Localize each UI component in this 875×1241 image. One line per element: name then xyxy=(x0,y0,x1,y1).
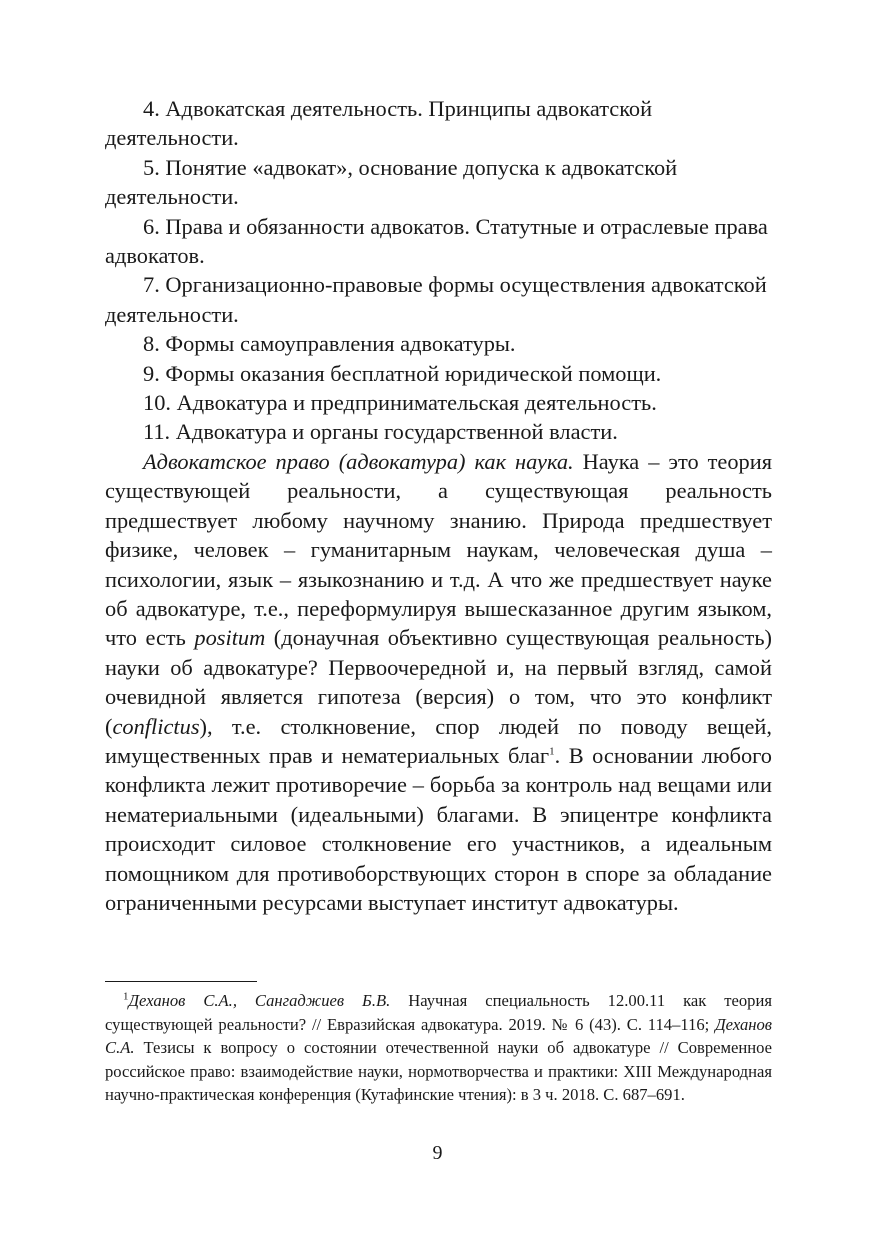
list-item-11: 11. Адвокатура и органы государственной власти. xyxy=(143,419,618,445)
paragraph-text-2: (донаучная объективно существующая реальность) науки об адвокатуре? Первоочередной и, на первый взгляд, самой очевидной является гипотеза (версия) о том, что это конфликт ( xyxy=(105,625,772,739)
footnote-reference[interactable]: 1 xyxy=(549,745,555,758)
footnote-text-1: Научная специальность 12.00.11 как теория существующей реальности? // Евразийская адвокатура. 2019. № 6 (43). С. 114–116; xyxy=(105,991,772,1034)
list-item-7: 7. Организационно-правовые формы осуществления адвокатской деятельности. xyxy=(105,272,767,327)
term-conflictus: conflictus xyxy=(112,713,200,739)
footnote-text-2: Тезисы к вопросу о состоянии отечественной науки об адвокатуре // Современное российское право: взаимодействие науки, нормотворчества и практики: XIII Международная научно-практическая конференция (Кутафинские чтения): в 3 ч. 2018. С. 687–691. xyxy=(105,1038,772,1104)
footnote-text xyxy=(105,989,772,1107)
list-item-4: 4. Адвокатская деятельность. Принципы адвокатской деятельности. xyxy=(105,96,653,151)
footnote-divider xyxy=(105,981,257,982)
list-item-8: 8. Формы самоуправления адвокатуры. xyxy=(143,331,516,357)
term-positum: positum xyxy=(194,625,266,651)
section-paragraph xyxy=(105,447,772,918)
main-text xyxy=(105,94,772,917)
footnote xyxy=(105,989,772,1107)
footnote-marker: 1 xyxy=(123,990,129,1003)
page-number: 9 xyxy=(432,1142,443,1164)
list-item-10: 10. Адвокатура и предпринимательская деятельность. xyxy=(143,390,657,416)
paragraph-text-1: Наука – это теория существующей реальности, а существующая реальность предшествует любому научному знанию. Природа предшествует физике, человек – гуманитарным наукам, человеческая душа – психологии, язык – языкознанию и т.д. А что же предшествует науке об адвокатуре, т.е., переформулируя вышесказанное другим языком, что есть xyxy=(105,448,772,651)
list-item-5: 5. Понятие «адвокат», основание допуска к адвокатской деятельности. xyxy=(105,154,678,210)
list-item-9: 9. Формы оказания бесплатной юридической помощи. xyxy=(143,360,662,386)
paragraph-text-4: . В основании любого конфликта лежит противоречие – борьба за контроль над вещами или нематериальными (идеальными) благами. В эпицентре конфликта происходит силовое столкновение его участников, а идеальным помощником для противоборствующих сторон в споре за обладание ограниченными ресурсами выступает институт адвокатуры. xyxy=(105,742,772,915)
footnote-author-1: Деханов С.А., Сангаджиев Б.В. xyxy=(128,991,391,1010)
section-heading: Адвокатское право (адвокатура) как наука. xyxy=(143,448,574,474)
list-item-6: 6. Права и обязанности адвокатов. Статутные и отраслевые права адвокатов. xyxy=(105,213,768,269)
footnote-author-2: Деханов С.А. xyxy=(105,1014,772,1057)
paragraph-text-3: ), т.е. столкновение, спор людей по поводу вещей, имущественных прав и нематериальных благ xyxy=(105,713,772,768)
